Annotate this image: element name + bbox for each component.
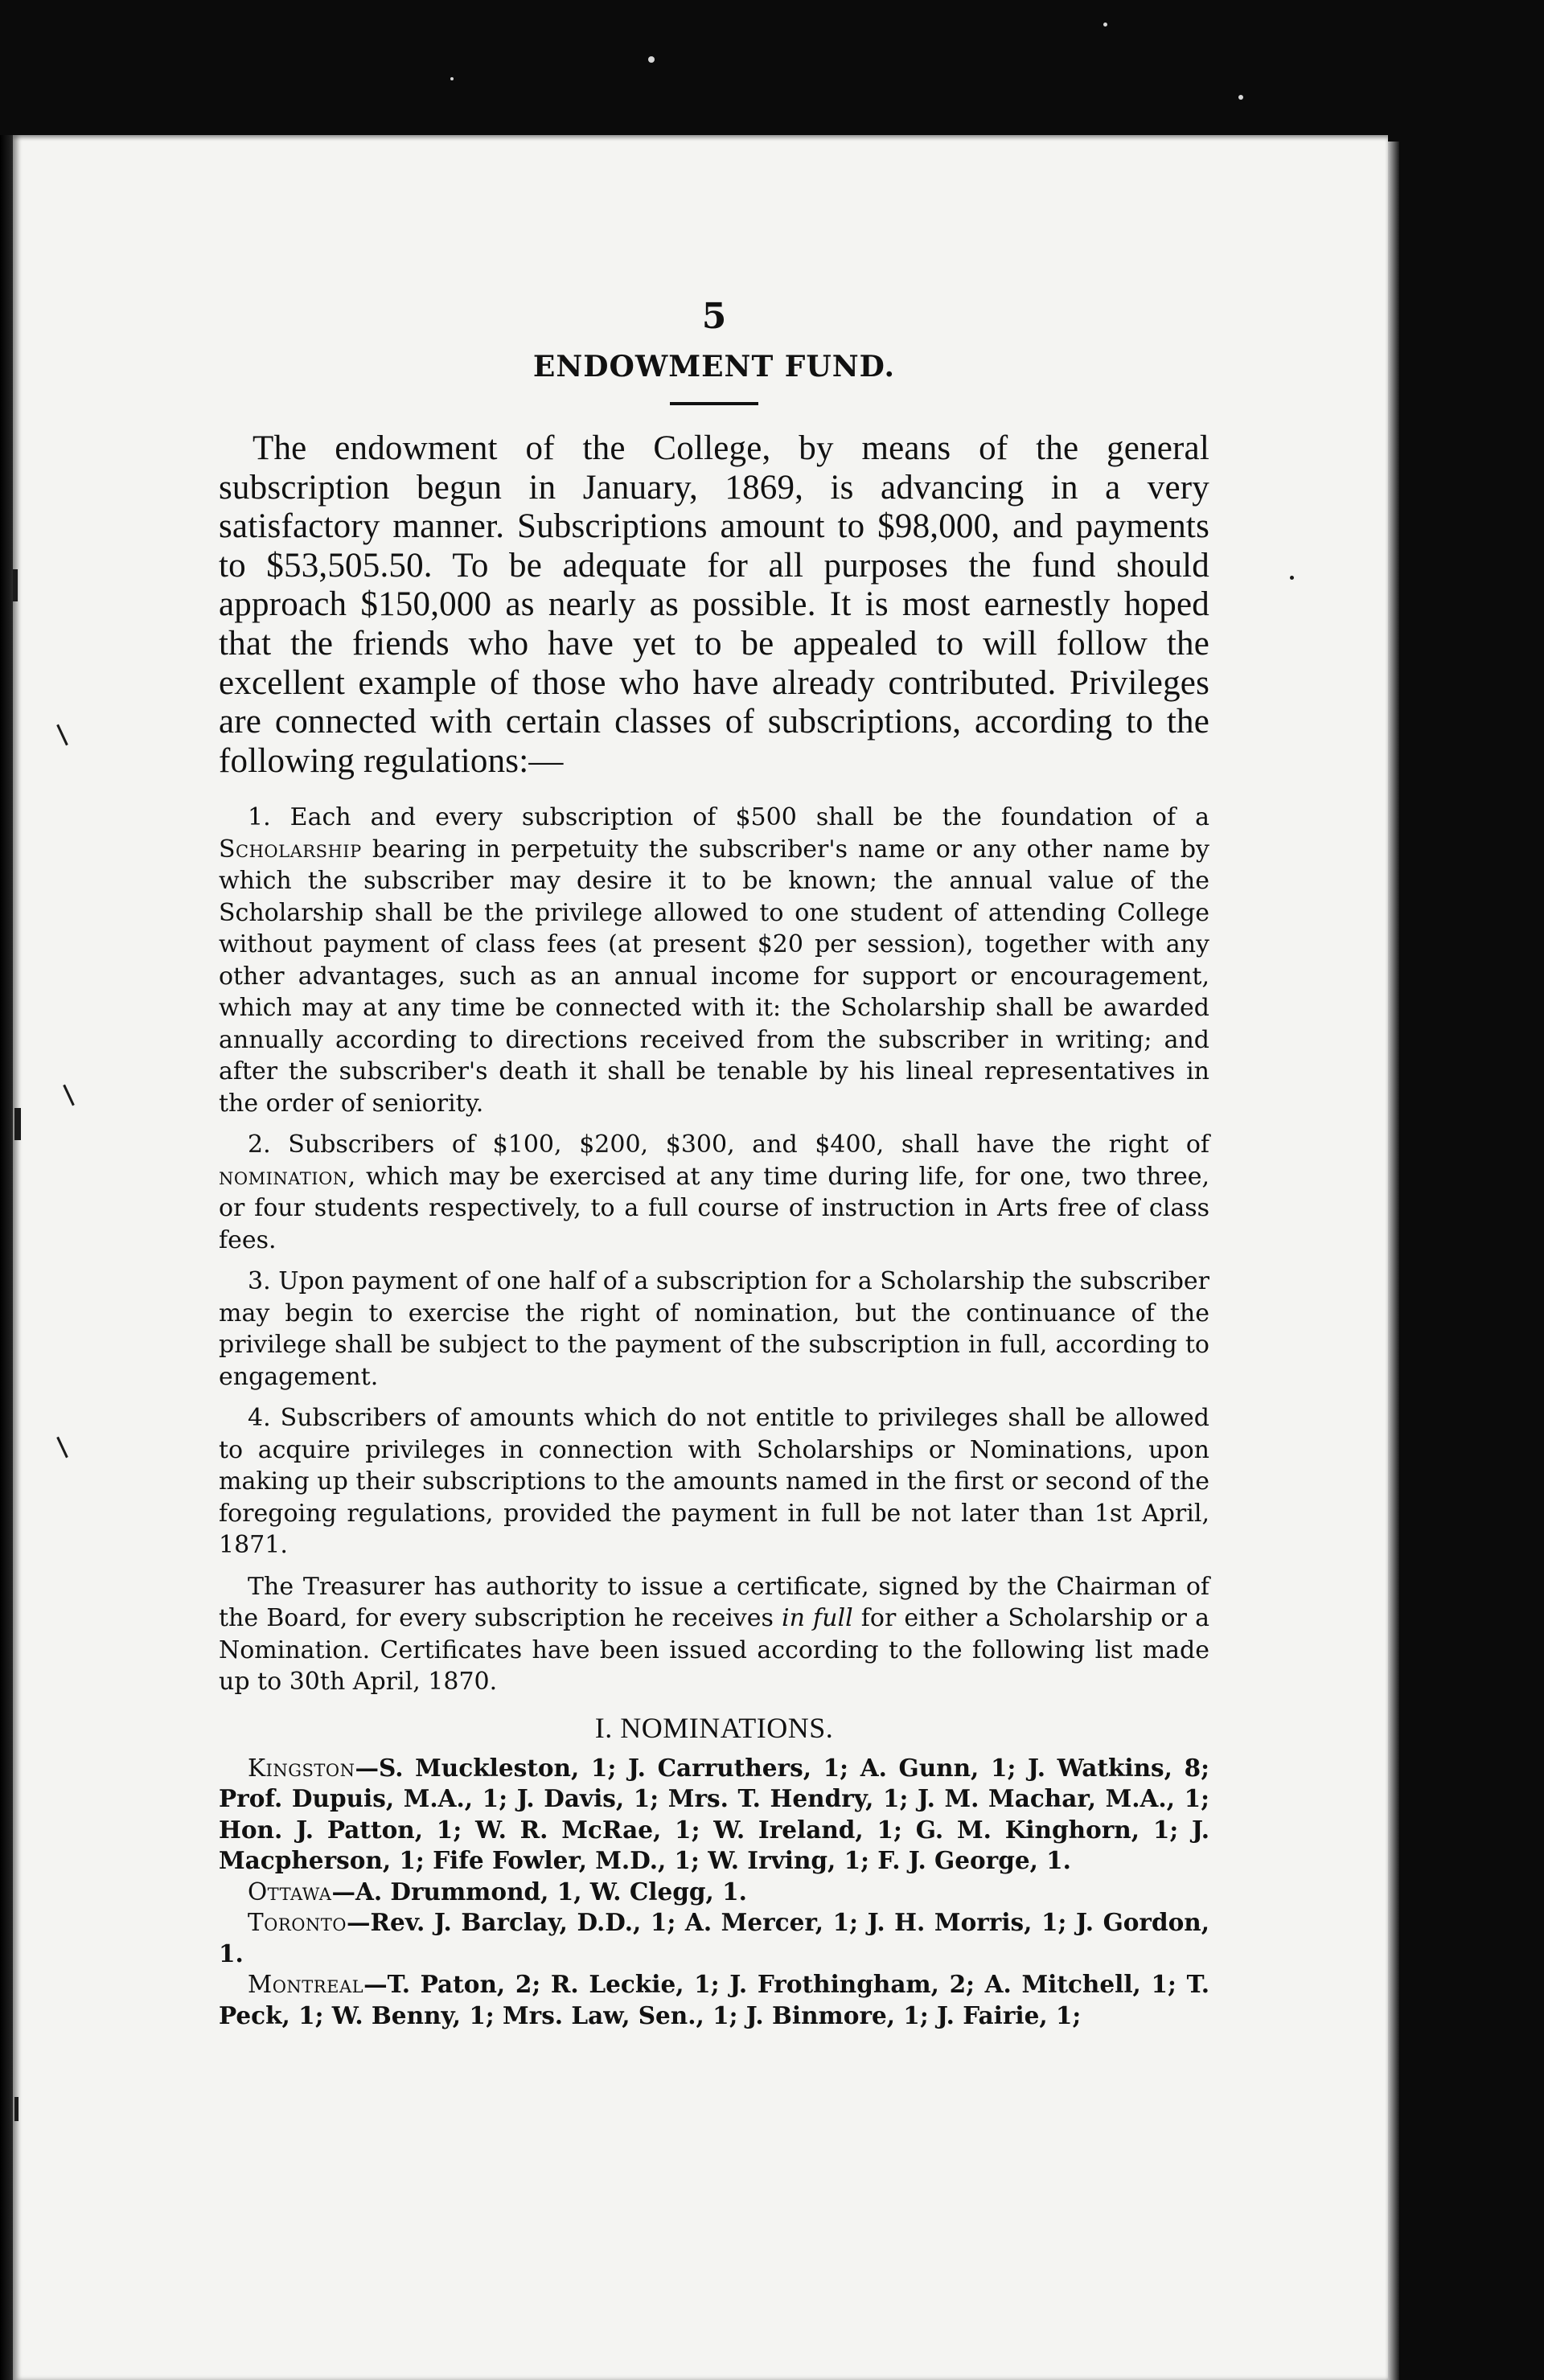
margin-mark <box>63 1085 75 1106</box>
nomination-entry <box>219 1907 1209 1969</box>
regulation-rest: which may be exercised at any time during life, for one, two three, or four students respectively, to a full course of instruction in Arts free of class fees. <box>219 1162 1209 1254</box>
nomination-place: Kingston <box>248 1754 355 1782</box>
nomination-names: —A. Drummond, 1, W. Clegg, 1. <box>331 1877 747 1906</box>
regulation-term: Scholarship <box>219 835 362 864</box>
nomination-names: —Rev. J. Barclay, D.D., 1; A. Mercer, 1; J. H. Morris, 1; J. Gordon, 1. <box>219 1908 1209 1968</box>
page-content <box>219 296 1209 2031</box>
regulation-lead: 3. Upon payment of one half of a subscription for a Scholarship the subscriber may begin to exercise the right of nomination, but the continuance of the privilege shall be subject to the payment of the subscription in full, according to engagement. <box>219 1267 1209 1391</box>
nomination-place: Toronto <box>248 1909 347 1937</box>
heading-rule <box>670 402 758 405</box>
margin-mark <box>14 2097 18 2121</box>
scan-speck <box>648 56 655 63</box>
regulation-1 <box>219 802 1209 1119</box>
intro-paragraph: The endowment of the College, by means of the general subscription begun in January, 1869, is advancing in a very satisfactory manner. Subscriptions amount to $98,000, and payments to $53,505.50. To be adequate for all purposes the fund should approach $150,000 as nearly as possible. It is most earnestly hoped that the friends who have yet to be appealed to will follow the excellent example of those who have already contributed. Privileges are connected with certain classes of subscriptions, according to the following regulations:— <box>219 429 1209 780</box>
nomination-entry <box>219 1877 1209 1908</box>
nomination-entry <box>219 1753 1209 1877</box>
treasurer-emphasis: in full <box>782 1604 853 1633</box>
regulation-3 <box>219 1266 1209 1393</box>
page-heading: ENDOWMENT FUND. <box>532 350 896 384</box>
scan-speck <box>1238 95 1243 100</box>
regulation-term: nomination, <box>219 1162 356 1191</box>
regulation-rest: bearing in perpetuity the subscriber's name or any other name by which the subscriber may desire it to be known; the annual value of the Scholarship shall be the privilege allowed to one student of attending College without payment of class fees (at present $20 per session), together with any other advantages, such as an annual income for support or encouragement, which may at any time be connected with it: the Scholarship shall be awarded annually according to directions received from the subscriber in writing; and after the subscriber's death it shall be tenable by his lineal representatives in the order of seniority. <box>219 835 1209 1118</box>
page-number: 5 <box>701 296 727 337</box>
margin-mark <box>13 569 18 601</box>
margin-mark <box>14 1108 21 1140</box>
margin-mark <box>1290 576 1294 580</box>
nomination-place: Montreal <box>248 1971 364 1999</box>
nomination-entry <box>219 1969 1209 2031</box>
section-title: I. NOMINATIONS. <box>594 1711 834 1744</box>
treasurer-text: for either a Scholarship or a Nomination. Certificates have been issued according to the following list made up to 30th April, 1870. <box>219 1604 1209 1697</box>
treasurer-paragraph <box>219 1571 1209 1698</box>
scan-speck <box>1103 23 1107 27</box>
treasurer-text: The Treasurer has authority to issue a certificate, signed by the Chairman of the Board, for every subscription he receives <box>219 1572 1209 1633</box>
nomination-names: —T. Paton, 2; R. Leckie, 1; J. Frothingham, 2; A. Mitchell, 1; T. Peck, 1; W. Benny, 1; Mrs. Law, Sen., 1; J. Binmore, 1; J. Fairie, 1; <box>219 1970 1209 2029</box>
scan-speck <box>450 77 454 80</box>
regulation-lead: 1. Each and every subscription of $500 shall be the foundation of a <box>248 803 1209 832</box>
regulation-lead: 4. Subscribers of amounts which do not entitle to privileges shall be allowed to acquire privileges in connection with Scholarships or Nominations, upon making up their subscriptions to the amounts named in the first or second of the foregoing regulations, provided the payment in full be not later than 1st April, 1871. <box>219 1404 1209 1560</box>
nomination-place: Ottawa <box>248 1877 332 1906</box>
page-edge <box>1388 142 1399 2380</box>
regulation-lead: 2. Subscribers of $100, $200, $300, and $400, shall have the right of <box>248 1130 1209 1159</box>
regulation-4 <box>219 1402 1209 1561</box>
nomination-names: —S. Muckleston, 1; J. Carruthers, 1; A. Gunn, 1; J. Watkins, 8; Prof. Dupuis, M.A., 1; J. Davis, 1; Mrs. T. Hendry, 1; J. M. Machar, M.A., 1; Hon. J. Patton, 1; W. R. McRae, 1; W. Ireland, 1; G. M. Kinghorn, 1; J. Macpherson, 1; Fife Fowler, M.D., 1; W. Irving, 1; F. J. George, 1. <box>219 1753 1209 1875</box>
regulation-2 <box>219 1129 1209 1256</box>
margin-mark <box>56 1437 68 1459</box>
margin-mark <box>56 724 68 746</box>
